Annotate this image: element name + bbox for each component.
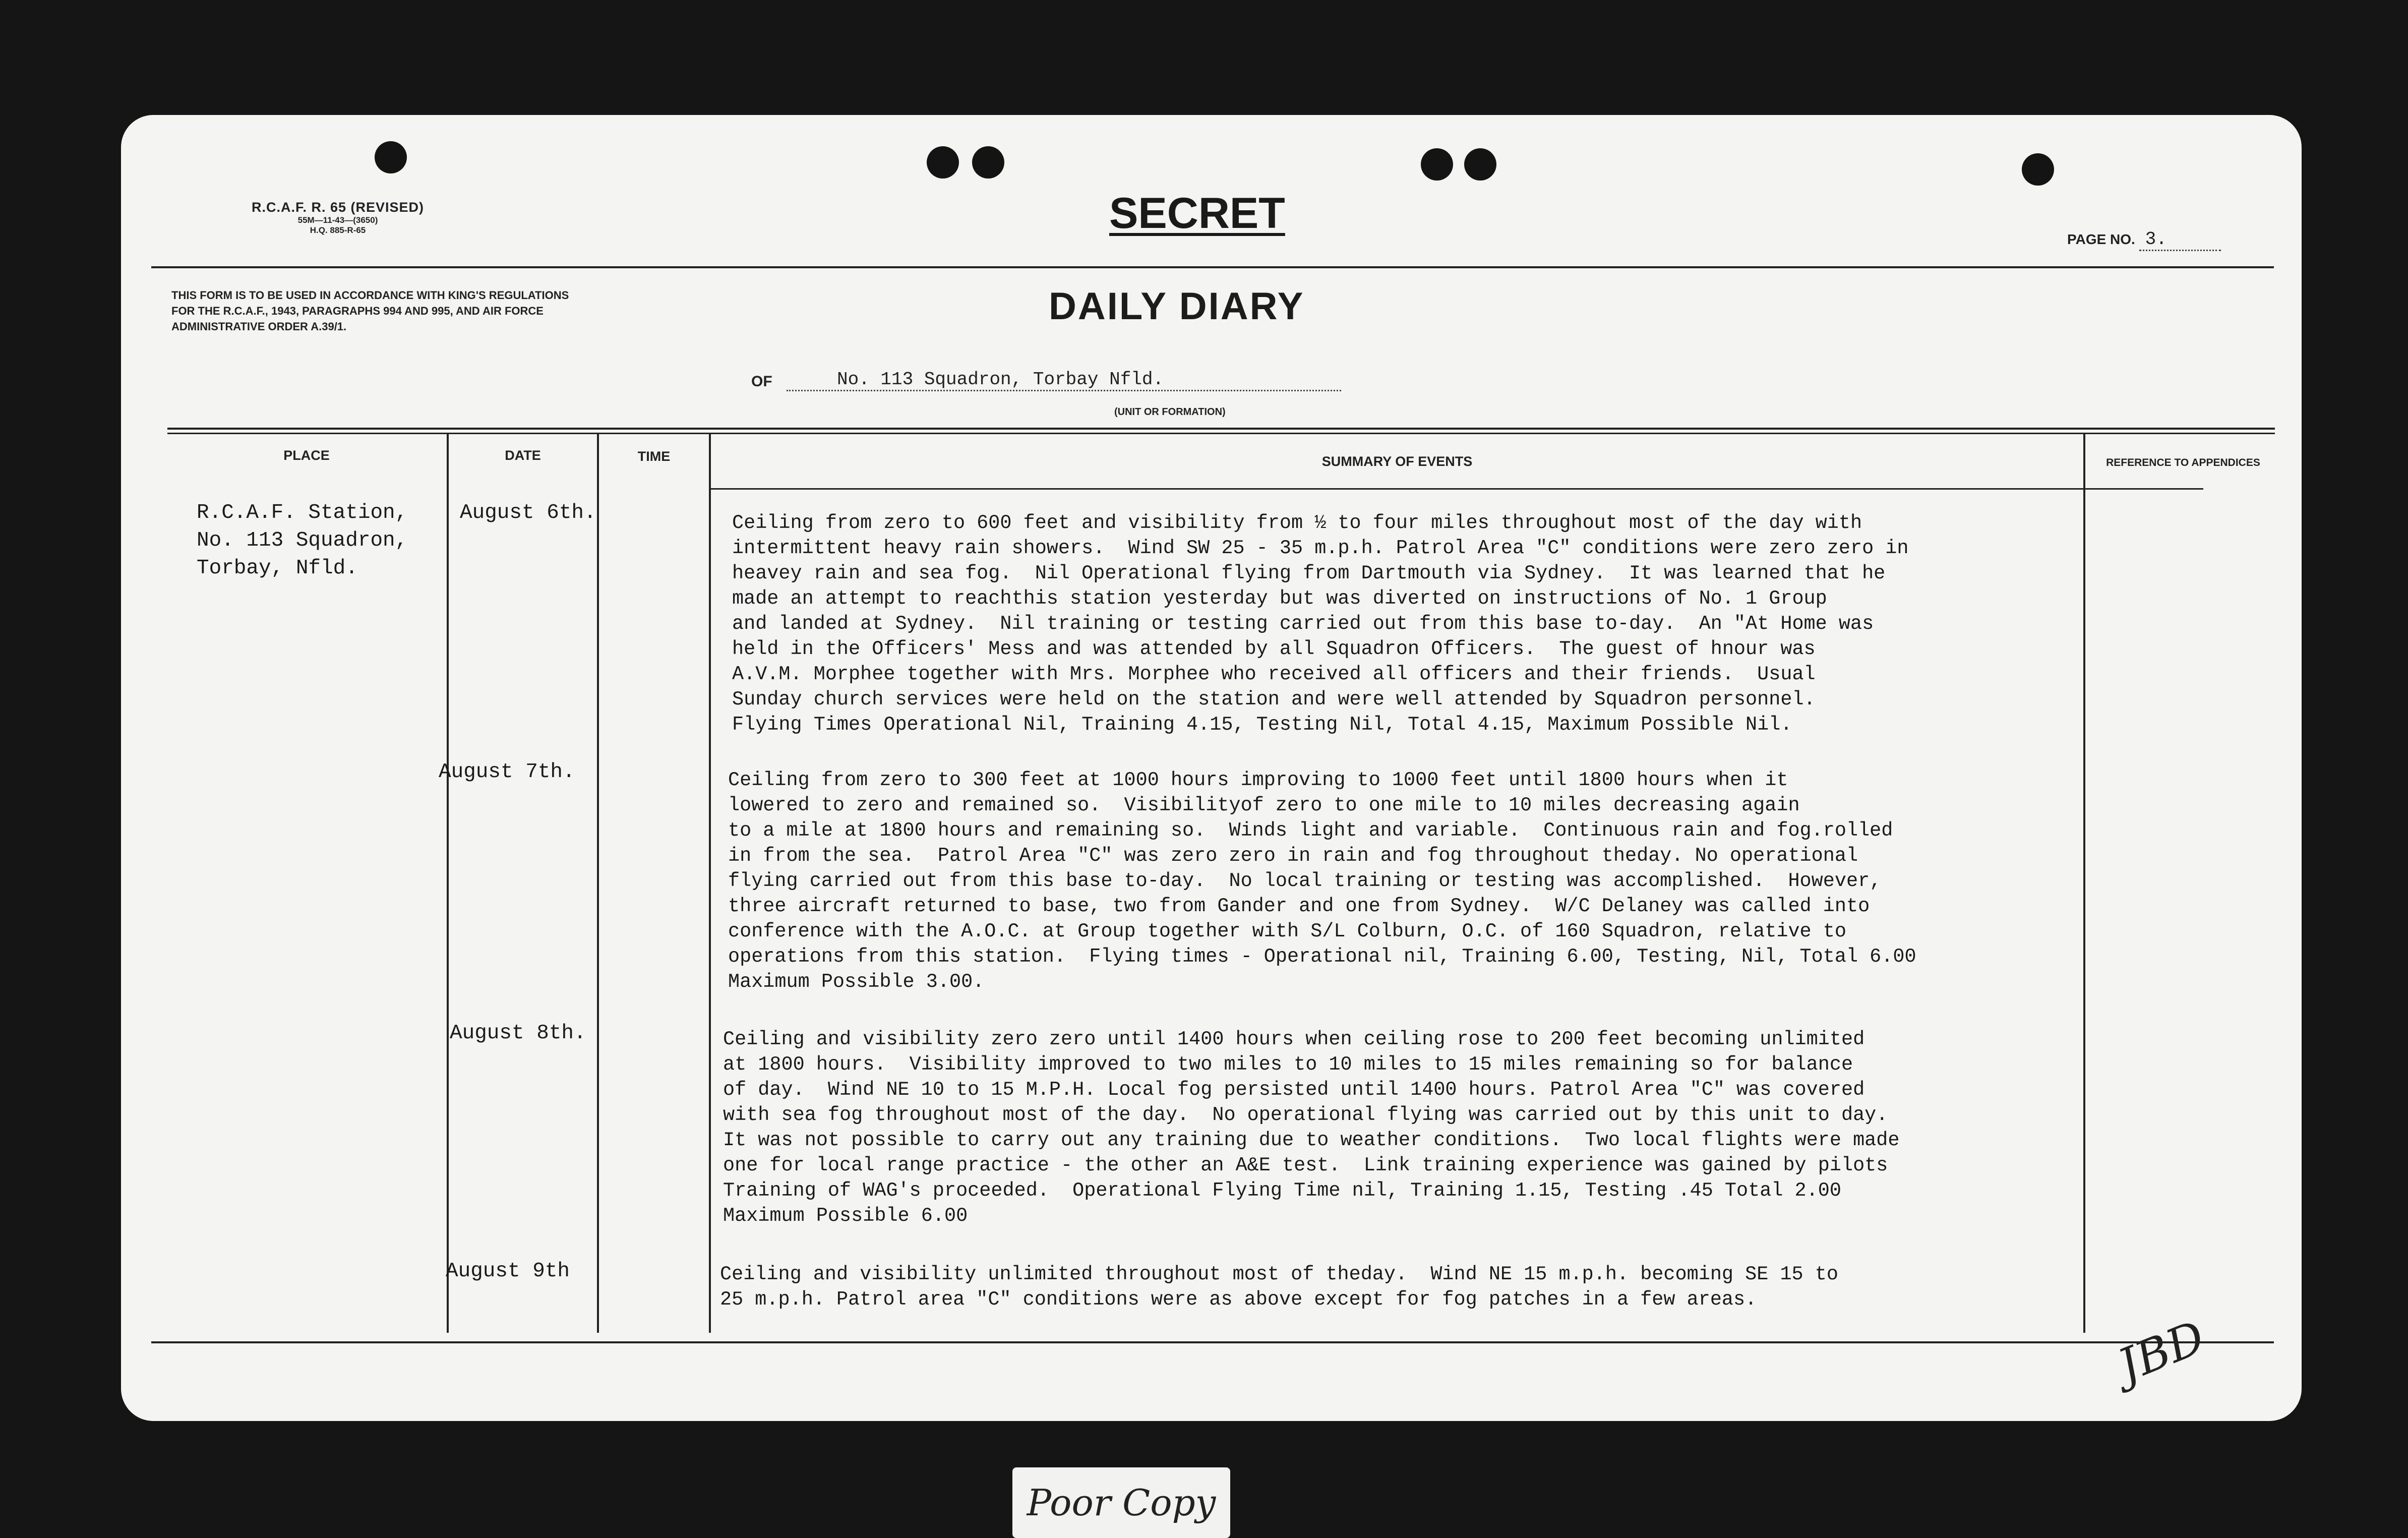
column-divider <box>447 433 449 1333</box>
table-bottom-rule <box>151 1341 2274 1343</box>
column-divider <box>709 433 711 1333</box>
entry-summary: Ceiling and visibility zero zero until 1400 hours when ceiling rose to 200 feet becoming unlimited at 1800 hours. Visibility improved to two miles to 10 miles to 15 miles remaining so for balance of day. Wind NE 10 to 15 M.P.H. Local fog persisted until 1400 hours. Patrol Area "C" was covered with sea fog throughout most of the day. No operational flying was carried out by this unit to day. It was not possible to carry out any training due to weather conditions. Two local flights were made one for local range practice - the other an A&E test. Link training experience was gained by pilots Training of WAG's proceeded. Operational Flying Time nil, Training 1.15, Testing .45 Total 2.00 Maximum Possible 6.00 <box>723 1028 1900 1227</box>
form-identifier <box>187 200 489 235</box>
entry-date: August 7th. <box>439 760 575 784</box>
page-number-field <box>2067 229 2221 251</box>
punch-hole <box>1464 148 1496 181</box>
punch-hole <box>375 141 407 173</box>
entry-date: August 9th <box>446 1260 570 1283</box>
entry-summary: Ceiling from zero to 300 feet at 1000 hours improving to 1000 feet until 1800 hours when it lowered to zero and remained so. Visibilityof zero to one mile to 10 miles decreasing again to a mile at 1800 hours and remaining so. Winds light and variable. Continuous rain and fog.rolled in from the sea. Patrol Area "C" was zero zero in rain and fog throughout theday. No operational flying carried out from this base to-day. No local training or testing was accomplished. However, three aircraft returned to base, two from Gander and one from Sydney. W/C Delaney was called into conference with the A.O.C. at Group together with S/L Colburn, O.C. of 160 Squadron, relative to operations from this station. Flying times - Operational nil, Training 6.00, Testing, Nil, Total 6.00 Maximum Possible 3.00. <box>728 769 1916 993</box>
column-divider <box>597 433 599 1333</box>
form-number: R.C.A.F. R. 65 (REVISED) <box>251 200 425 215</box>
diary-form-card <box>121 115 2302 1421</box>
header-rule <box>151 266 2274 268</box>
margin-initials: JBD <box>2111 1311 2212 1393</box>
header-place: PLACE <box>283 448 330 463</box>
header-bottom-rule <box>711 488 2203 490</box>
header-summary: SUMMARY OF EVENTS <box>1321 454 1473 469</box>
classification-heading: SECRET <box>1109 189 1285 238</box>
punch-hole <box>2022 153 2054 186</box>
column-divider <box>2083 433 2085 1333</box>
entry-summary: Ceiling and visibility unlimited throughout most of theday. Wind NE 15 m.p.h. becoming SE 15 to 25 m.p.h. Patrol area "C" conditions were as above except for fog patches in a few areas. <box>720 1263 1838 1311</box>
header-reference: REFERENCE TO APPENDICES <box>2106 457 2260 468</box>
entry-summary: Ceiling from zero to 600 feet and visibility from ½ to four miles throughout most of the day with intermittent heavy rain showers. Wind SW 25 - 35 m.p.h. Patrol Area "C" conditions were zero zero in heavey rain and sea fog. Nil Operational flying from Dartmouth via Sydney. It was learned that he made an attempt to reachthis station yesterday but was diverted on instructions of No. 1 Group and landed at Sydney. Nil training or testing carried out from this base to-day. An "At Home was held in the Officers' Mess and was attended by all Squadron Officers. The guest of hnour was A.V.M. Morphee together with Mrs. Morphee who received all officers and their friends. Usual Sunday church services were held on the station and were well attended by Squadron personnel. Flying Times Operational Nil, Training 4.15, Testing Nil, Total 4.15, Maximum Possible Nil. <box>732 512 1909 736</box>
unit-of-label: OF <box>751 373 772 390</box>
entry-date: August 8th. <box>450 1022 586 1045</box>
hq-reference: H.Q. 885-R-65 <box>310 225 366 235</box>
print-code: 55M—11-43—(3650) <box>297 215 378 225</box>
punch-hole <box>1421 148 1453 181</box>
punch-hole <box>927 146 959 179</box>
place-cell: R.C.A.F. Station, No. 113 Squadron, Torbay, Nfld. <box>197 501 408 580</box>
unit-name: No. 113 Squadron, Torbay Nfld. <box>787 369 1341 391</box>
table-top-rule <box>167 428 2275 430</box>
page-number-label: PAGE NO. <box>2067 231 2135 247</box>
regulation-notice: THIS FORM IS TO BE USED IN ACCORDANCE WITH KING'S REGULATIONS FOR THE R.C.A.F., 1943, PARAGRAPHS 994 AND 995, AND AIR FORCE ADMINISTRATIVE ORDER A.39/1. <box>171 289 569 333</box>
page-number-value: 3. <box>2139 229 2221 251</box>
punch-hole <box>972 146 1004 179</box>
entry-date: August 6th. <box>460 501 596 524</box>
poor-copy-stamp: Poor Copy <box>1012 1467 1230 1538</box>
table-top-rule-inner <box>167 433 2275 434</box>
header-time: TIME <box>637 449 671 464</box>
form-title: DAILY DIARY <box>1049 285 1305 328</box>
unit-caption: (UNIT OR FORMATION) <box>1114 406 1226 418</box>
header-date: DATE <box>505 448 541 463</box>
